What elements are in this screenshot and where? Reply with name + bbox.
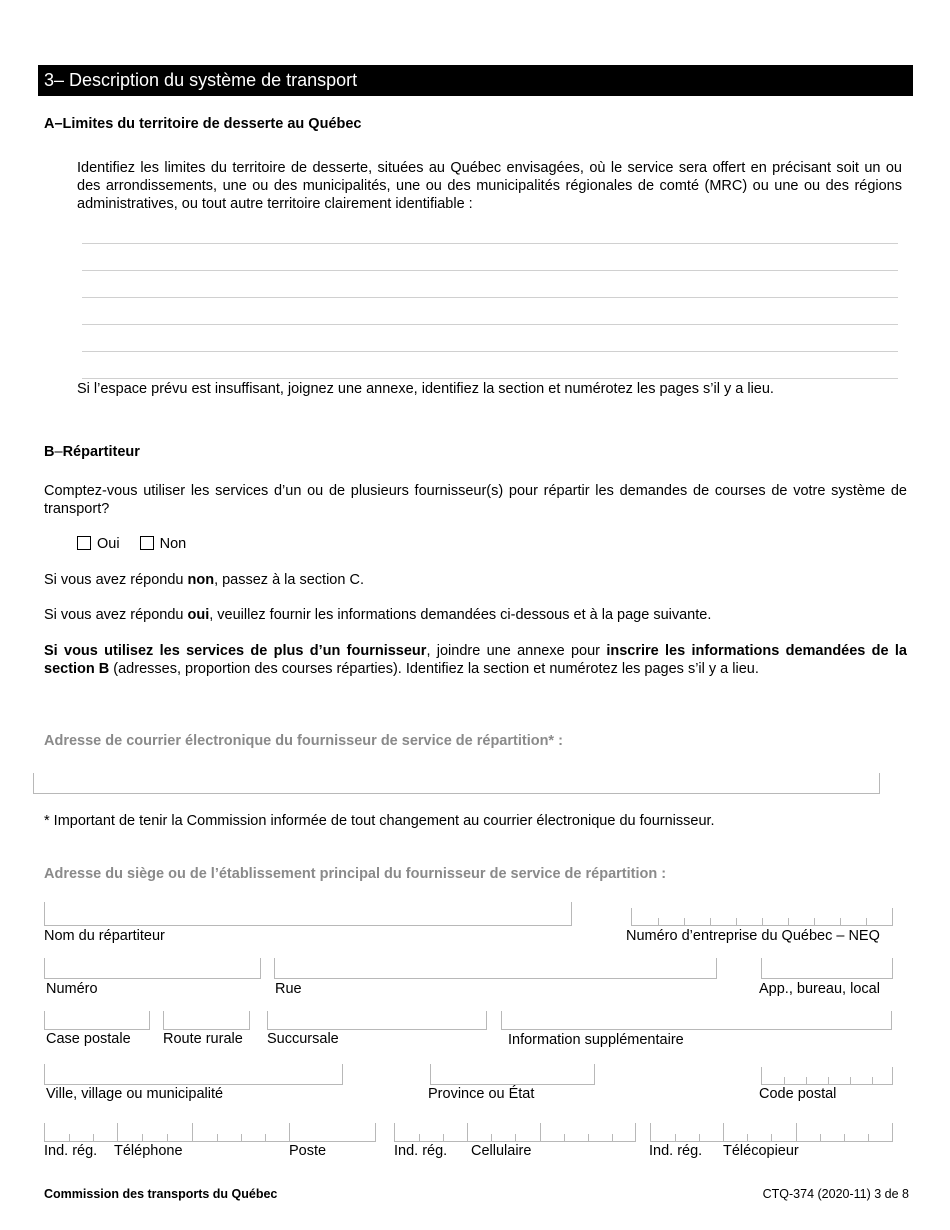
province-input[interactable] bbox=[430, 1064, 595, 1085]
neq-input[interactable] bbox=[631, 908, 893, 926]
yes-no-options bbox=[77, 535, 186, 553]
telecopieur-label: Télécopieur bbox=[723, 1143, 799, 1159]
ind-reg-label-1: Ind. rég. bbox=[44, 1143, 98, 1159]
info-supplementaire-input[interactable] bbox=[501, 1011, 892, 1030]
case-postale-input[interactable] bbox=[44, 1011, 150, 1030]
part-a-heading: A–Limites du territoire de desserte au Québec bbox=[44, 116, 362, 132]
non-checkbox[interactable] bbox=[140, 536, 187, 552]
cellulaire-input[interactable] bbox=[394, 1123, 636, 1142]
if-yes-text: Si vous avez répondu oui, veuillez fournir les informations demandées ci-dessous et à la page suivante. bbox=[44, 607, 712, 623]
section-title: 3– Description du système de transport bbox=[38, 65, 913, 96]
numero-label: Numéro bbox=[46, 981, 98, 997]
footer-organization: Commission des transports du Québec bbox=[44, 1187, 278, 1201]
territory-line[interactable] bbox=[82, 351, 898, 352]
ville-label: Ville, village ou municipalité bbox=[46, 1086, 224, 1102]
numero-input[interactable] bbox=[44, 958, 261, 979]
case-postale-label: Case postale bbox=[46, 1031, 131, 1047]
rue-label: Rue bbox=[275, 981, 302, 997]
telephone-input[interactable] bbox=[44, 1123, 376, 1142]
telephone-label: Téléphone bbox=[114, 1143, 183, 1159]
code-postal-label: Code postal bbox=[759, 1086, 837, 1102]
part-b-question: Comptez-vous utiliser les services d’un ou de plusieurs fournisseur(s) pour répartir les demandes de courses de votre système de transport? bbox=[44, 483, 907, 517]
succursale-input[interactable] bbox=[267, 1011, 487, 1030]
oui-checkbox[interactable] bbox=[77, 536, 120, 552]
nom-label: Nom du répartiteur bbox=[44, 928, 165, 944]
territory-line[interactable] bbox=[82, 324, 898, 325]
cellulaire-label: Cellulaire bbox=[471, 1143, 532, 1159]
part-b-heading: B–Répartiteur bbox=[44, 444, 140, 460]
non-checkbox-box[interactable] bbox=[140, 536, 154, 550]
nom-repartiteur-input[interactable] bbox=[44, 902, 572, 926]
poste-label: Poste bbox=[289, 1143, 327, 1159]
address-heading: Adresse du siège ou de l’établissement principal du fournisseur de service de répartition : bbox=[44, 866, 667, 882]
email-note: * Important de tenir la Commission informée de tout changement au courrier électronique du fournisseur. bbox=[44, 813, 715, 829]
app-input[interactable] bbox=[761, 958, 893, 979]
if-no-text: Si vous avez répondu non, passez à la section C. bbox=[44, 572, 364, 588]
ville-input[interactable] bbox=[44, 1064, 343, 1085]
part-a-instruction: Identifiez les limites du territoire de desserte, situées au Québec envisagées, où le service sera offert en précisant soit un ou des arrondissements, une ou des municipalités, une ou des municipalités régionales de comté (MRC) ou une ou des régions administratives, ou tout autre territoire clairement identifiable : bbox=[77, 160, 902, 212]
succursale-label: Succursale bbox=[267, 1031, 339, 1047]
oui-label: Oui bbox=[97, 536, 120, 552]
part-a-note: Si l’espace prévu est insuffisant, joignez une annexe, identifiez la section et numérotez les pages s’il y a lieu. bbox=[77, 381, 774, 397]
territory-line[interactable] bbox=[82, 243, 898, 244]
info-supplementaire-label: Information supplémentaire bbox=[508, 1032, 684, 1048]
territory-line[interactable] bbox=[82, 378, 898, 379]
email-heading: Adresse de courrier électronique du fournisseur de service de répartition* : bbox=[44, 733, 563, 749]
telecopieur-input[interactable] bbox=[650, 1123, 893, 1142]
neq-label: Numéro d’entreprise du Québec – NEQ bbox=[626, 928, 880, 944]
footer-form-id: CTQ-374 (2020-11) 3 de 8 bbox=[762, 1187, 909, 1201]
route-rurale-input[interactable] bbox=[163, 1011, 250, 1030]
territory-line[interactable] bbox=[82, 270, 898, 271]
ind-reg-label-2: Ind. rég. bbox=[394, 1143, 448, 1159]
multi-provider-text: Si vous utilisez les services de plus d’un fournisseur, joindre une annexe pour inscrire les informations demandées de la section B (adresses, proportion des courses réparties). Identifiez la section et numérotez les pages s’il y a lieu. bbox=[44, 643, 907, 677]
ind-reg-label-3: Ind. rég. bbox=[649, 1143, 703, 1159]
province-label: Province ou État bbox=[428, 1086, 535, 1102]
code-postal-input[interactable] bbox=[761, 1067, 893, 1085]
territory-line[interactable] bbox=[82, 297, 898, 298]
rue-input[interactable] bbox=[274, 958, 717, 979]
app-label: App., bureau, local bbox=[759, 981, 880, 997]
oui-checkbox-box[interactable] bbox=[77, 536, 91, 550]
route-rurale-label: Route rurale bbox=[163, 1031, 243, 1047]
email-input[interactable] bbox=[33, 773, 880, 794]
non-label: Non bbox=[159, 536, 187, 552]
